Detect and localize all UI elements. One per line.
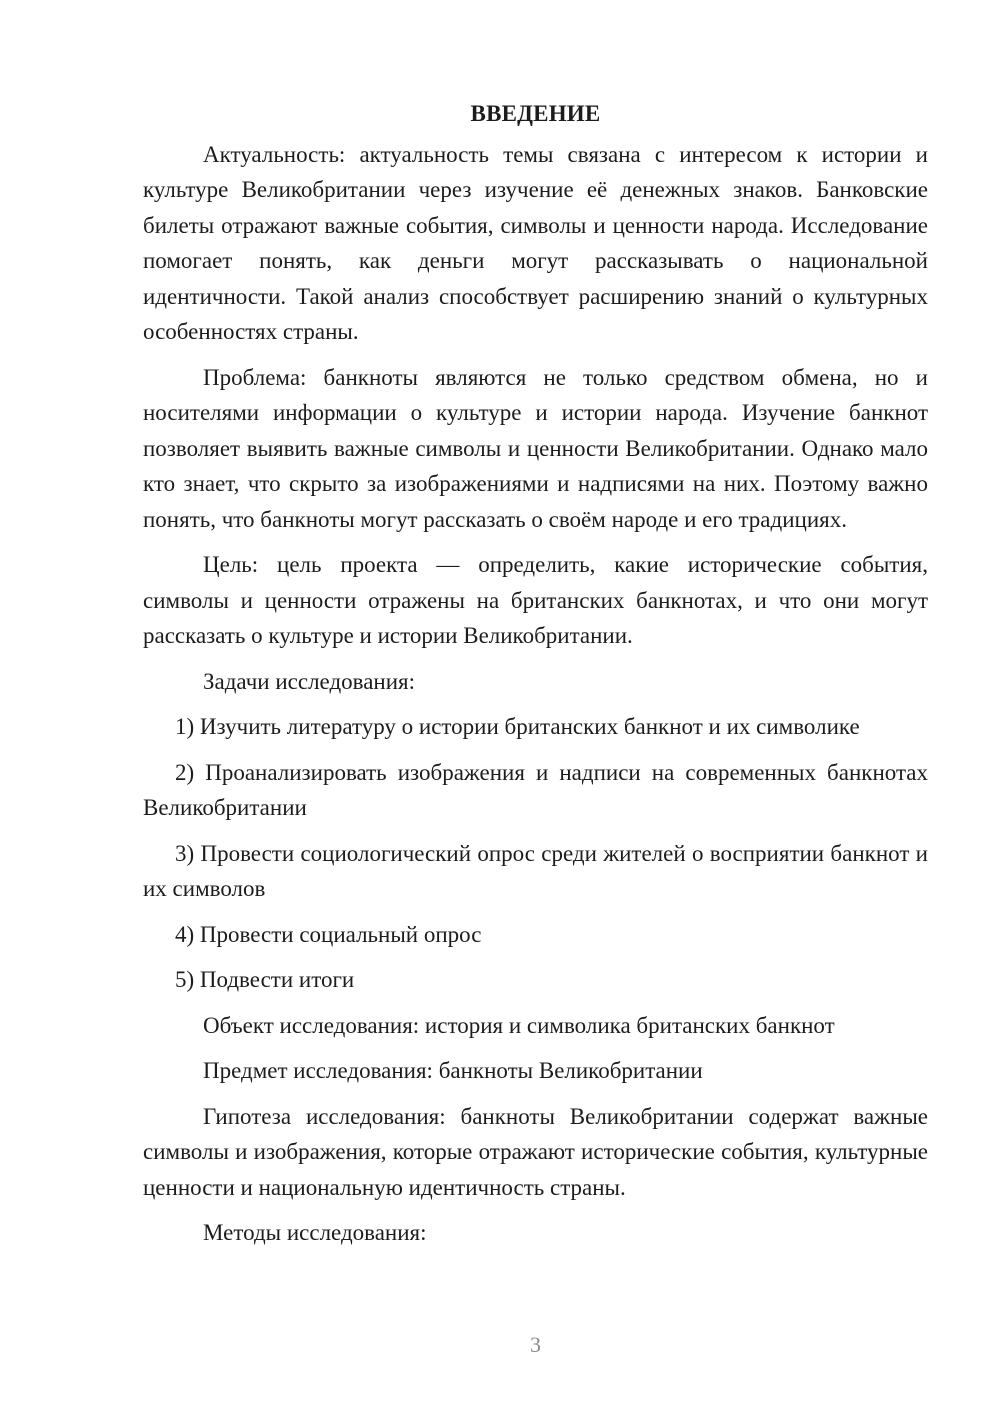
task-item-3: 3) Провести социологический опрос среди жителей о восприятии банкнот и их символов [143, 840, 928, 901]
object-paragraph: Объект исследования: история и символика британских банкнот [203, 1012, 835, 1038]
page-content [143, 96, 928, 1261]
relevance-paragraph: Актуальность: актуальность темы связана с интересом к истории и культуре Великобритании через изучение её денежных знаков. Банковские билеты отражают важные события, символы и ценности народа. Исследование помогает понять, как деньги могут рассказывать о национальной идентичности. Такой анализ способствует расширению знаний о культурных особенностях страны. [143, 141, 928, 344]
task-item-4: 4) Провести социальный опрос [175, 921, 482, 947]
task-item-2: 2) Проанализировать изображения и надписи на современных банкнотах Великобритании [143, 759, 928, 820]
tasks-title: Задачи исследования: [203, 668, 416, 694]
problem-paragraph: Проблема: банкноты являются не только средством обмена, но и носителями информации о культуре и истории народа. Изучение банкнот позволяет выявить важные символы и ценности Великобритании. Однако мало кто знает, что скрыто за изображениями и надписями на них. Поэтому важно понять, что банкноты могут рассказать о своём народе и его традициях. [143, 364, 928, 532]
subject-paragraph: Предмет исследования: банкноты Великобритании [203, 1058, 703, 1083]
page-number: 3 [530, 1332, 541, 1357]
task-item-1: 1) Изучить литературу о истории британских банкнот и их символике [175, 714, 860, 739]
section-heading: ВВЕДЕНИЕ [470, 101, 601, 126]
methods-title: Методы исследования: [203, 1220, 427, 1245]
task-item-5: 5) Подвести итоги [175, 967, 355, 992]
goal-paragraph: Цель: цель проекта — определить, какие исторические события, символы и ценности отражены на британских банкнотах, и что они могут рассказать о культуре и истории Великобритании. [143, 552, 928, 648]
hypothesis-paragraph: Гипотеза исследования: банкноты Великобритании содержат важные символы и изображения, которые отражают исторические события, культурные ценности и национальную идентичность страны. [143, 1103, 928, 1200]
